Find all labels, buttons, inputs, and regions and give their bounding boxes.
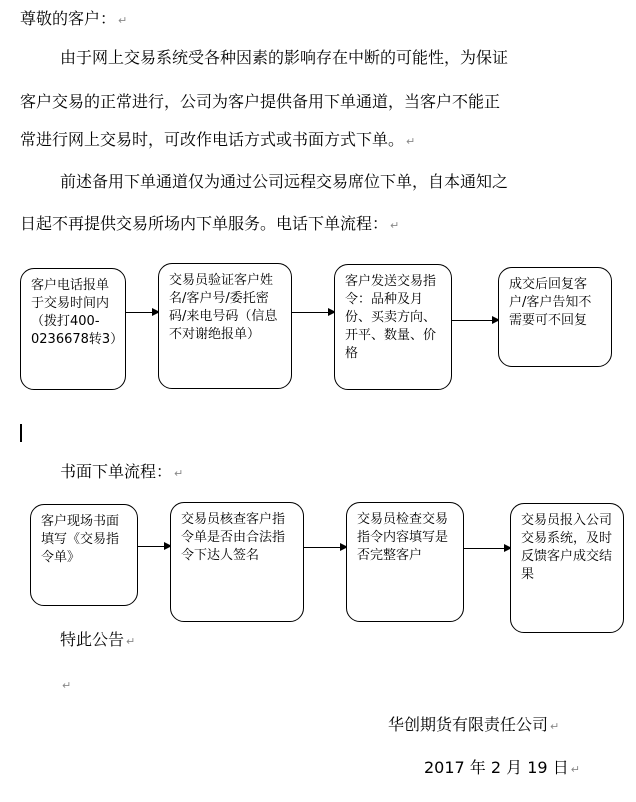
flow-arrow <box>292 312 334 313</box>
paragraph-1-line-2: 客户交易的正常进行，公司为客户提供备用下单通道，当客户不能正 <box>20 92 501 111</box>
flow-arrow <box>304 547 346 548</box>
written-flow-step-1: 客户现场书面填写《交易指令单》 <box>30 504 138 606</box>
written-flow-step-3: 交易员检查交易指令内容填写是否完整客户 <box>346 502 464 622</box>
written-flow-title: 书面下单流程： ↵ <box>60 462 184 481</box>
paragraph-2-line-1: 前述备用下单通道仅为通过公司远程交易席位下单，自本通知之 <box>60 172 509 191</box>
paragraph-mark-icon: ↵ <box>126 635 136 648</box>
paragraph-1-line-3: 常进行网上交易时，可改作电话方式或书面方式下单。 ↵ <box>20 130 416 149</box>
written-flow-step-4: 交易员报入公司交易系统，及时反馈客户成交结果 <box>510 503 624 633</box>
text-cursor <box>20 424 22 442</box>
paragraph-mark-icon: ↵ <box>550 720 560 733</box>
paragraph-mark-icon: ↵ <box>62 679 72 692</box>
notice-date: 2017 年 2 月 19 日 ↵ <box>424 758 580 777</box>
paragraph-mark-icon: ↵ <box>174 467 184 480</box>
paragraph-mark-icon: ↵ <box>118 14 128 27</box>
phone-flow-step-4: 成交后回复客户/客户告知不需要可不回复 <box>498 267 612 367</box>
paragraph-mark-icon: ↵ <box>570 763 580 776</box>
flow-arrow <box>126 312 158 313</box>
phone-flow-step-1: 客户电话报单于交易时间内（拨打400-0236678转3） <box>20 268 126 390</box>
paragraph-2-line-2: 日起不再提供交易所场内下单服务。电话下单流程： ↵ <box>20 214 400 233</box>
notice-closing: 特此公告 ↵ <box>60 630 136 649</box>
paragraph-mark-icon: ↵ <box>406 135 416 148</box>
paragraph-mark-icon: ↵ <box>390 219 400 232</box>
phone-flow-step-3: 客户发送交易指令：品种及月份、买卖方向、开平、数量、价格 <box>334 264 452 390</box>
paragraph-1-line-1: 由于网上交易系统受各种因素的影响存在中断的可能性，为保证 <box>60 48 509 67</box>
flow-arrow <box>464 548 510 549</box>
flow-arrow <box>138 546 170 547</box>
flow-arrow <box>452 320 498 321</box>
phone-flow-step-2: 交易员验证客户姓名/客户号/委托密码/来电号码（信息不对谢绝报单） <box>158 263 292 389</box>
written-flow-step-2: 交易员核查客户指令单是否由合法指令下达人签名 <box>170 502 304 622</box>
empty-paragraph <box>60 673 71 697</box>
greeting: 尊敬的客户： ↵ <box>20 9 128 28</box>
company-signature: 华创期货有限责任公司 ↵ <box>388 715 560 734</box>
